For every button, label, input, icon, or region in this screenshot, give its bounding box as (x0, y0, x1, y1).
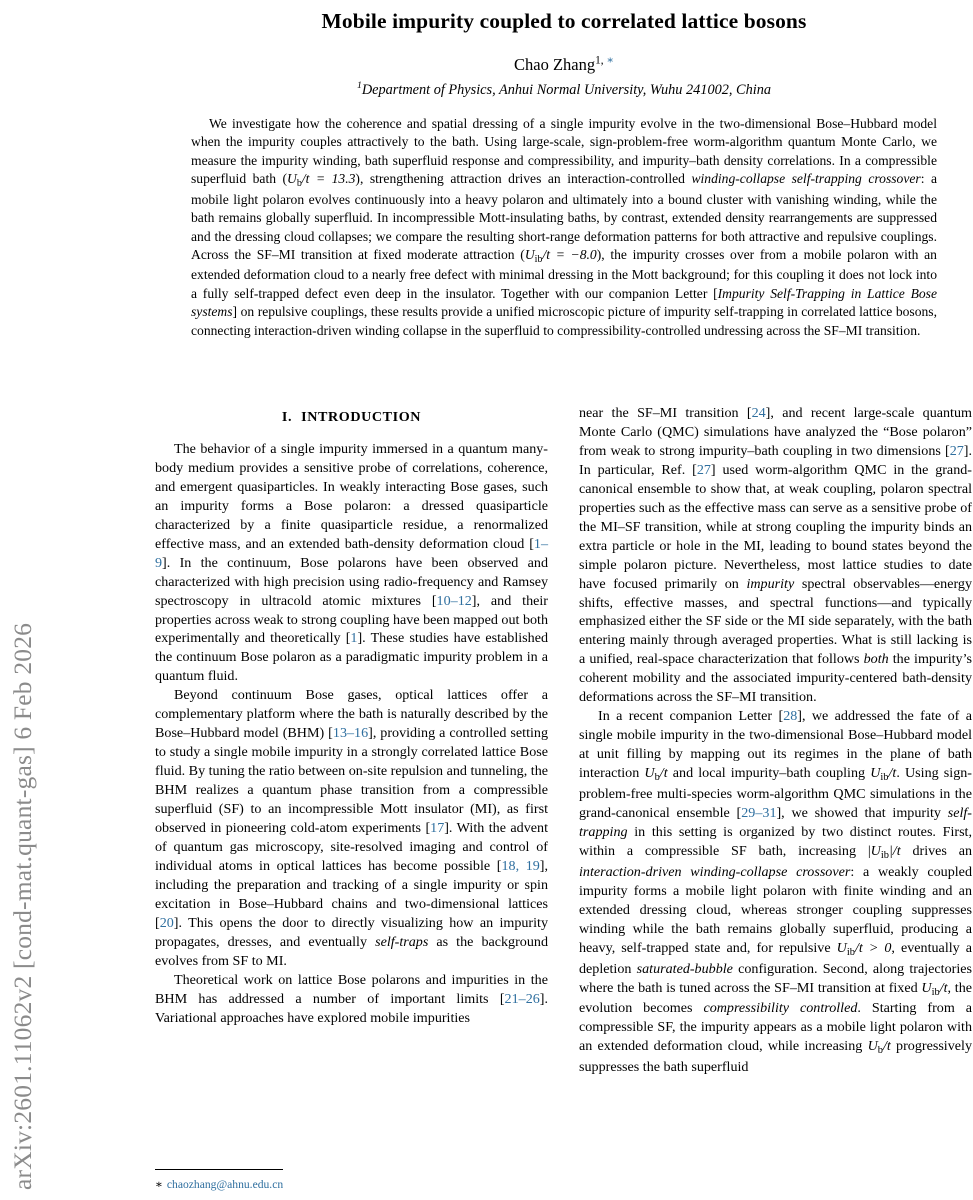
citation-link[interactable]: 18, 19 (501, 857, 540, 874)
footnote-area (155, 1169, 548, 1192)
paragraph (155, 971, 548, 1028)
math-abs-uib-over-t: $U_{ib}|/t$ (870, 842, 901, 861)
arxiv-stamp-text: arXiv:2601.11062v2 [cond-mat.quant-gas] 6 Feb 2026 (8, 622, 37, 1190)
author-name: Chao Zhang (514, 54, 596, 74)
citation-link[interactable]: 29–31 (741, 805, 777, 821)
right-column (579, 404, 972, 1200)
emphasis-self-traps: self-traps (375, 933, 429, 950)
abstract-text-4: ), the impurity crosses over from a mobile polaron with an extended deformation cloud to a nearly free defect with minimal dressing in the Mott background; for this coupling it does not lock into a fully self-trapped defect even deep in the insulator. Together with our companion Letter [ (191, 246, 937, 301)
text-run: ] used worm-algorithm QMC in the grand-canonical ensemble to show that, at weak coupling, polaron spectral properties such as the effective mass can serve as a sensitive probe of the MI–SF transition, while at strong coupling the impurity binds an extra particle or hole in the MI, leading to bound states beyond the simple polaron picture. Nevertheless, most lattice studies to date have focused primarily on (579, 461, 972, 592)
text-run: ]. In the continuum, Bose polarons have been observed and characterized with high precision using radio-frequency and Ramsey spectroscopy in ultracold atomic mixtures [ (155, 554, 548, 609)
paper-page (155, 0, 973, 1200)
math-uib-over-t: $U_{ib}/t$ (870, 765, 897, 784)
text-run: spectral observables—energy shifts, effective masses, and spectral functions—and typically emphasized either the SF side or the MI side separately, with the bath entering mainly through averaged properties. What is still lacking is a unified, real-space characterization that follows (579, 575, 972, 668)
citation-link[interactable]: 1–9 (155, 535, 548, 571)
abstract-math-ub: $U_b/t = 13.3$ (287, 171, 356, 190)
author-affiliation-marker: 1 (595, 54, 601, 67)
page-title: Mobile impurity coupled to correlated lattice bosons (321, 9, 807, 33)
emphasis-saturated-bubble: saturated-bubble (636, 960, 733, 977)
math-ub-over-t: $U_b/t$ (644, 765, 668, 784)
abstract-text-3: : a mobile light polaron evolves continuously into a heavy polaron and ultimately into a bound cluster with vanishing winding, while the bath remains globally superfluid. In incompressible Mott-insulating baths, by contrast, extended density rearrangements are suppressed and the dressing cloud collapses; we compare the resulting short-range deformation patterns for both attractive and repulsive couplings. Across the SF–MI transition at fixed moderate attraction ( (191, 171, 937, 262)
paragraph (155, 440, 548, 686)
citation-link[interactable]: 24 (751, 405, 766, 421)
abstract-italic-2: Impurity Self-Trapping in Lattice Bose systems (191, 285, 937, 320)
math-ub-increase: $U_b/t$ (867, 1038, 891, 1057)
text-run: near the SF–MI transition [ (579, 405, 752, 421)
author-email-link[interactable]: chaozhang@ahnu.edu.cn (166, 1177, 284, 1191)
text-run: and local impurity–bath coupling (667, 765, 871, 782)
text-run: ]. This opens the door to directly visualizing how an impurity propagates, dresses, and eventually (155, 914, 548, 950)
text-run: ], providing a controlled setting to study a single mobile impurity in a strongly correlated lattice Bose fluid. By tuning the ratio between on-site repulsion and tunneling, the BHM realizes a quantum phase transition from a compressible superfluid (SF) to an incompressible Mott insulator (MI), as first observed in pioneering cold-atom experiments [ (155, 725, 549, 837)
abstract (191, 115, 937, 340)
text-run: ], including the preparation and tracking of a single impurity or spin excitation in Bose–Hubbard chains and two-dimensional lattices [ (155, 857, 549, 931)
abstract-text-1: We investigate how the coherence and spatial dressing of a single impurity evolve in the two-dimensional Bose–Hubbard model when the impurity couples attractively to the bath. Using large-scale, sign-problem-free worm-algorithm quantum Monte Carlo, we measure the impurity winding, bath superfluid response and compressibility, and impurity–bath density correlations. In a compressible superfluid bath ( (191, 116, 937, 187)
affiliation (155, 82, 973, 99)
abstract-text-5: ] on repulsive couplings, these results provide a unified microscopic picture of impurity self-trapping in correlated lattice bosons, connecting interaction-driven winding collapse in the superfluid to compressibility-controlled undressing across the SF–MI transition. (191, 304, 937, 338)
text-run: , the evolution becomes (579, 979, 973, 1017)
abstract-italic-1: winding-collapse self-trapping crossover (691, 171, 921, 187)
text-run: ]. In particular, Ref. [ (579, 442, 972, 478)
citation-link[interactable]: 28 (783, 708, 798, 725)
text-run: ], we addressed the fate of a single mobile impurity in the two-dimensional Bose–Hubbard model at unit filling by mapping out its regimes in the plane of bath interaction (579, 708, 972, 782)
text-run: as the background evolves from SF to MI. (155, 933, 548, 969)
footnote-line (155, 1177, 548, 1192)
paragraph-continued (579, 404, 972, 707)
abstract-math-uib: $U_{ib}/t = -8.0$ (524, 246, 597, 265)
text-run: Theoretical work on lattice Bose polarons and impurities in the BHM has addressed a number of important limits [ (155, 971, 548, 1007)
text-run: . Starting from a compressible SF, the impurity appears as a mobile light polaron with an extended deformation cloud, while increasing (579, 1000, 973, 1055)
math-uib-positive: $U_{ib}/t > 0$ (836, 939, 892, 958)
emphasis-winding-collapse-crossover: interaction-driven winding-collapse crossover (579, 863, 851, 880)
emphasis-impurity: impurity (746, 575, 795, 592)
text-run: ], and their properties across weak to strong coupling have been mapped out both experimentally and theoretically [ (155, 592, 548, 647)
paragraph (579, 707, 972, 1077)
arxiv-stamp (0, 0, 52, 1200)
text-run: ]. With the advent of quantum gas microscopy, site-resolved imaging and control of individual atoms in optical lattices has become possible [ (155, 820, 548, 874)
text-run: drives an (900, 842, 972, 859)
citation-link[interactable]: 27 (949, 442, 964, 459)
math-fixed-uib: $U_{ib}/t$ (921, 979, 948, 998)
emphasis-compressibility-controlled: compressibility controlled (703, 1000, 858, 1017)
section-number: I. (281, 409, 293, 425)
emphasis-self-trapping: self-trapping (579, 805, 972, 840)
text-run: configuration. Second, along trajectories where the bath is tuned across the SF–MI transition at fixed (579, 960, 972, 996)
text-run: ]. Variational approaches have explored mobile impurities (155, 990, 548, 1026)
paragraph (155, 686, 548, 970)
footnote-rule (155, 1169, 283, 1170)
abstract-paragraph (191, 115, 937, 340)
author-block (155, 54, 973, 76)
citation-link[interactable]: 1 (350, 630, 358, 647)
abstract-text-2: ), strengthening attraction drives an interaction-controlled (355, 171, 692, 187)
text-run: The behavior of a single impurity immersed in a quantum many-body medium provides a sensitive probe of correlations, coherence, and emergent quasiparticles. In weakly interacting Bose gases, such an impurity forms a Bose polaron: a dressed quasiparticle characterized by a finite quasiparticle residue, a renormalized effective mass, and an extended bath-density deformation cloud [ (155, 440, 548, 552)
text-run: in this setting is organized by two distinct routes. First, within a compressible SF bath, increasing | (579, 823, 972, 859)
citation-link[interactable]: 17 (430, 820, 445, 837)
body-columns (155, 404, 973, 1200)
text-run: In a recent companion Letter [ (598, 708, 784, 725)
left-column (155, 404, 548, 1200)
emphasis-both: both (863, 651, 889, 668)
text-run: the impurity’s coherent mobility and the associated impurity-centered bath-density deformations across the SF–MI transition. (579, 651, 972, 706)
text-run: progressively suppresses the bath superfluid (579, 1038, 972, 1076)
affiliation-text: Department of Physics, Anhui Normal University, Wuhu 241002, China (361, 82, 772, 99)
text-run: . Using sign-problem-free multi-species worm-algorithm QMC simulations in the grand-canonical ensemble [ (579, 765, 972, 821)
text-run: ], and recent large-scale quantum Monte Carlo (QMC) simulations have analyzed the “Bose polaron” from weak to strong impurity–bath coupling in two dimensions [ (579, 405, 972, 459)
affiliation-marker: 1 (356, 80, 362, 92)
section-title: INTRODUCTION (301, 409, 422, 425)
text-run: ]. These studies have established the continuum Bose polaron as a paradigmatic impurity problem in a quantum fluid. (155, 630, 549, 685)
text-run: ], we showed that impurity (776, 805, 948, 821)
footnote-marker: ∗ (155, 1177, 163, 1191)
section-heading-introduction (155, 408, 548, 427)
citation-link[interactable]: 20 (159, 914, 174, 931)
citation-link[interactable]: 10–12 (436, 592, 472, 609)
text-run: , eventually a depletion (579, 939, 972, 977)
text-run: : a weakly coupled impurity forms a mobile light polaron with finite winding and an extended dressing cloud, whereas stronger coupling suppresses winding while the bath remains globally superfluid, producing a heavy, self-trapped state and, for repulsive (579, 863, 972, 956)
author-sep: , (600, 54, 607, 67)
citation-link[interactable]: 13–16 (332, 725, 369, 742)
citation-link[interactable]: 21–26 (504, 990, 540, 1007)
text-run: Beyond continuum Bose gases, optical lattices offer a complementary platform where the bath is naturally described by the Bose–Hubbard model (BHM) [ (155, 687, 548, 742)
citation-link[interactable]: 27 (696, 461, 711, 478)
author-email-marker[interactable]: ∗ (606, 54, 614, 67)
